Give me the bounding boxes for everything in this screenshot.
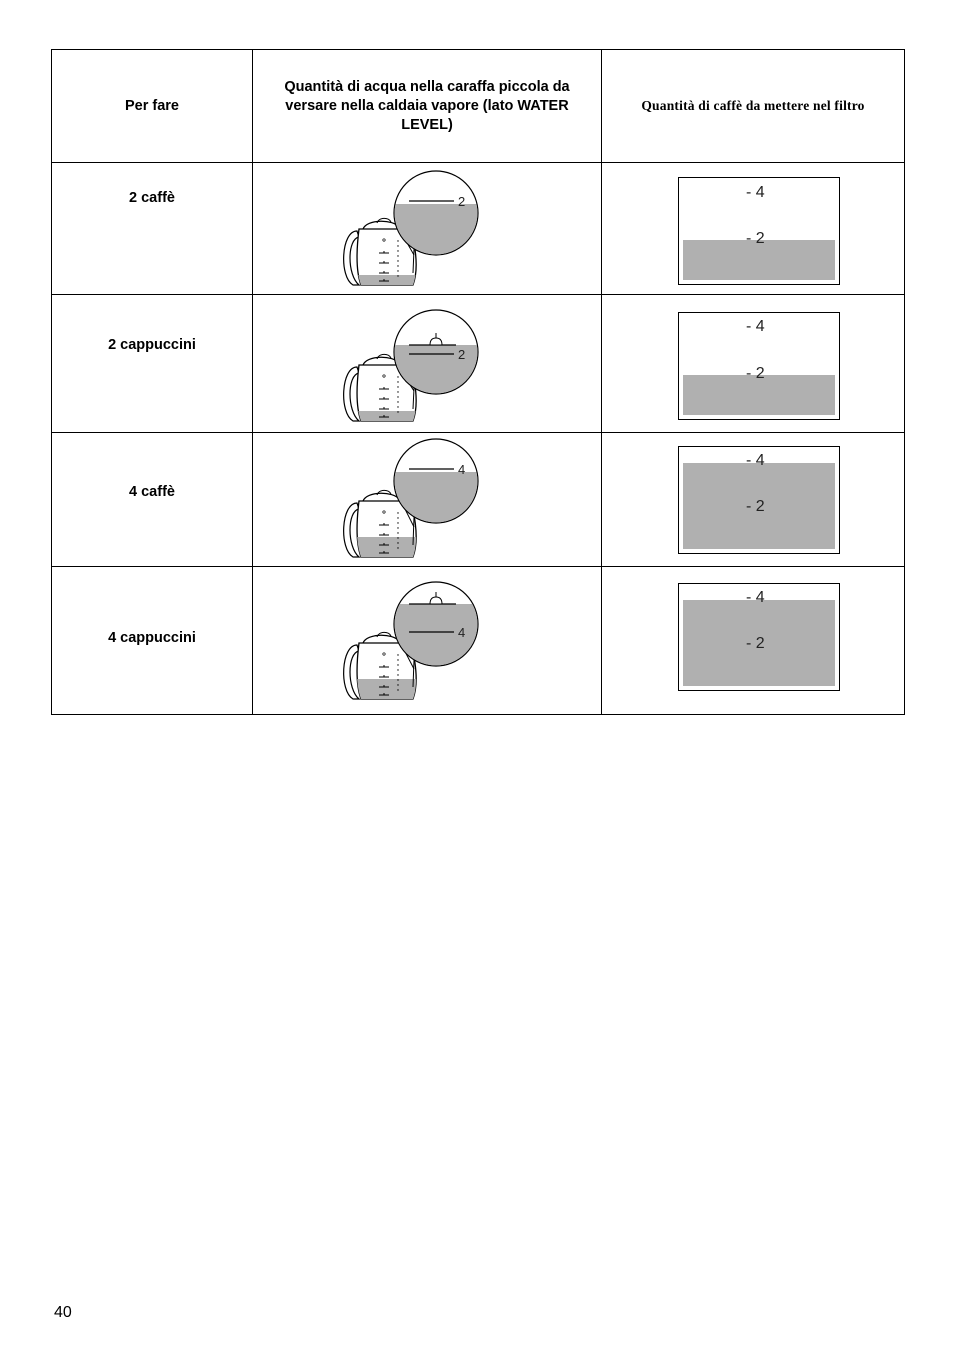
steam-cup-icon [430, 338, 442, 345]
filter-mark-4: - 4 [746, 589, 765, 606]
carafe-cell [253, 295, 602, 433]
filter-diagram [678, 177, 840, 285]
carafe-scale-dot [397, 406, 398, 407]
steam-cup-icon [430, 597, 442, 604]
carafe-scale-dot [397, 547, 398, 548]
carafe-scale-dot [397, 532, 398, 533]
carafe-scale-dot [397, 542, 398, 543]
table-header-row [52, 50, 905, 163]
table-row [52, 295, 905, 433]
zoom-level-number: 2 [458, 194, 466, 209]
row-label-cell [52, 163, 253, 295]
carafe-illustration [253, 433, 602, 567]
carafe-scale-dot [397, 391, 398, 392]
carafe-scale-dot [397, 386, 398, 387]
carafe-scale-dot [397, 265, 398, 266]
row-label: 4 cappuccini [108, 630, 196, 646]
carafe-group [341, 439, 478, 567]
row-label: 4 caffè [129, 484, 175, 500]
carafe-scale-dot [397, 689, 398, 690]
filter-cell [602, 295, 905, 433]
carafe-scale-dot [397, 674, 398, 675]
carafe-group [341, 310, 478, 433]
filter-cell [602, 433, 905, 567]
filter-mark-2: - 2 [746, 635, 765, 652]
row-label-cell [52, 433, 253, 567]
filter-cell [602, 163, 905, 295]
carafe-scale-dot [397, 396, 398, 397]
coffee-quantity-table [51, 49, 905, 715]
carafe-cell [253, 433, 602, 567]
carafe-scale-dot [397, 260, 398, 261]
carafe-scale-dot [397, 245, 398, 246]
zoom-level-number: 4 [458, 462, 466, 477]
filter-diagram [678, 446, 840, 554]
filter-mark-2: - 2 [746, 498, 765, 515]
carafe-scale-dot [397, 684, 398, 685]
carafe-cell [253, 163, 602, 295]
table-row [52, 163, 905, 295]
carafe-illustration [253, 567, 602, 715]
header-coffee-quantity: Quantità di caffè da mettere nel filtro [602, 50, 905, 163]
header-water-quantity: Quantità di acqua nella caraffa piccola da versare nella caldaia vapore (lato WATER LEVEL) [253, 50, 602, 163]
carafe-scale-dot [397, 275, 398, 276]
carafe-scale-dot [397, 411, 398, 412]
filter-diagram [678, 583, 840, 691]
row-label-cell [52, 567, 253, 715]
filter-cell [602, 567, 905, 715]
carafe-scale-dot [397, 376, 398, 377]
filter-mark-2: - 2 [746, 365, 765, 382]
filter-mark-4: - 4 [746, 184, 765, 201]
page-number: 40 [54, 1304, 72, 1321]
filter-mark-4: - 4 [746, 452, 765, 469]
carafe-scale-dot [397, 270, 398, 271]
carafe-scale-dot [397, 240, 398, 241]
row-label: 2 caffè [129, 190, 175, 206]
carafe-scale-dot [397, 654, 398, 655]
row-label: 2 cappuccini [108, 337, 196, 353]
carafe-scale-dot [397, 381, 398, 382]
carafe-scale-dot [397, 522, 398, 523]
header-per-fare: Per fare [52, 50, 253, 163]
zoom-level-number: 2 [458, 347, 466, 362]
carafe-cell [253, 567, 602, 715]
carafe-scale-dot [397, 659, 398, 660]
carafe-illustration [253, 163, 602, 295]
carafe-scale-dot [397, 679, 398, 680]
carafe-scale-dot [397, 512, 398, 513]
row-label-cell [52, 295, 253, 433]
carafe-scale-dot [397, 664, 398, 665]
carafe-group [341, 171, 478, 295]
table-row [52, 433, 905, 567]
carafe-scale-dot [397, 250, 398, 251]
filter-diagram [678, 312, 840, 420]
table-row [52, 567, 905, 715]
carafe-scale-dot [397, 669, 398, 670]
carafe-scale-dot [397, 537, 398, 538]
carafe-scale-dot [397, 255, 398, 256]
filter-mark-4: - 4 [746, 318, 765, 335]
carafe-group [341, 582, 478, 709]
carafe-scale-dot [397, 517, 398, 518]
carafe-scale-dot [397, 527, 398, 528]
carafe-scale-dot [397, 401, 398, 402]
zoom-level-number: 4 [458, 625, 466, 640]
carafe-illustration [253, 295, 602, 433]
filter-mark-2: - 2 [746, 230, 765, 247]
